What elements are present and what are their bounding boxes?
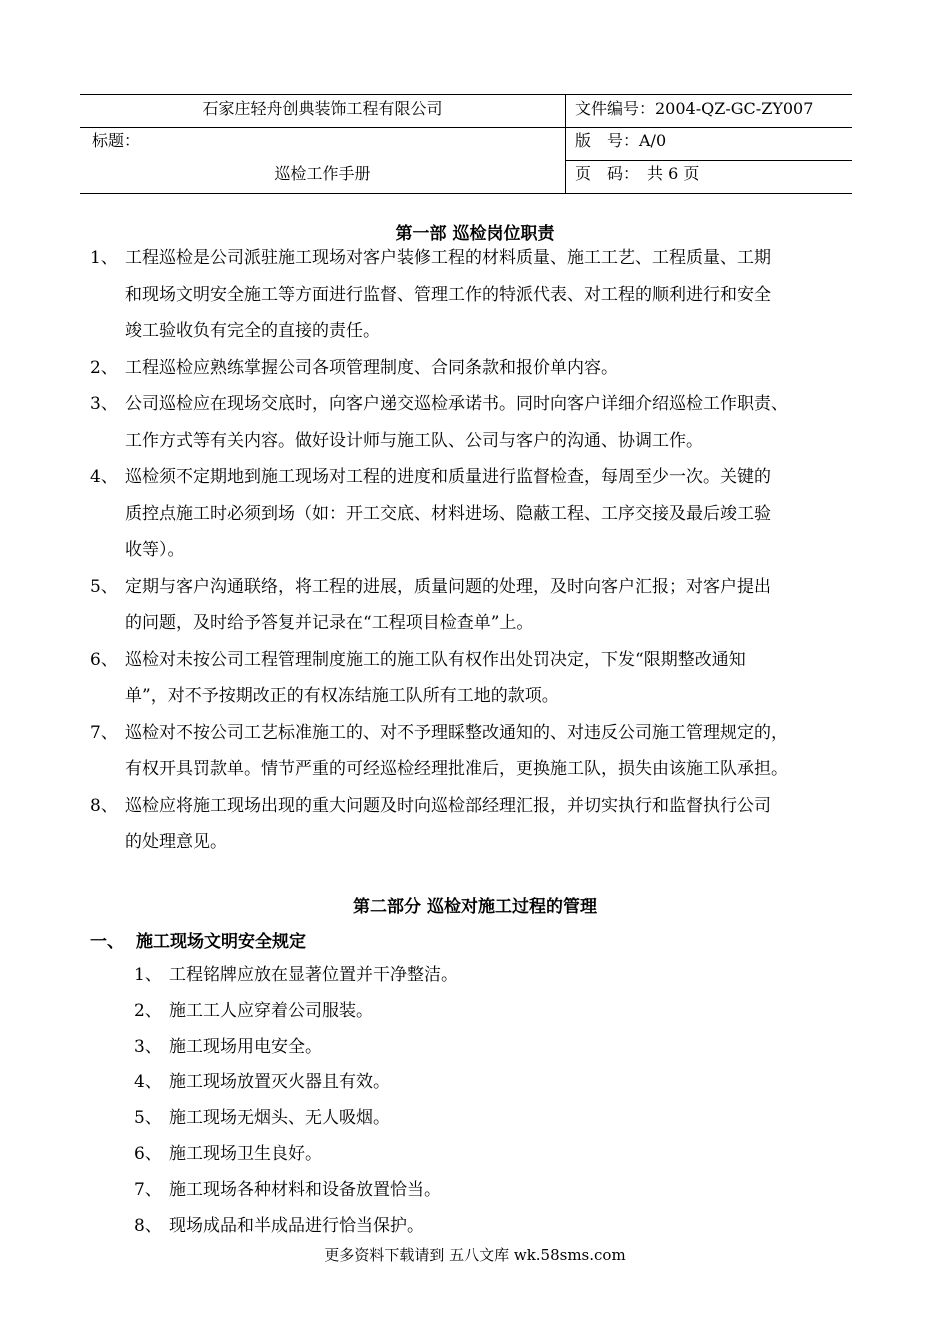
duty-item — [90, 350, 880, 387]
duty-item — [90, 788, 880, 861]
rule-item-text: 施工现场用电安全。 — [169, 1036, 322, 1057]
rule-item-text: 施工现场无烟头、无人吸烟。 — [169, 1108, 390, 1129]
rule-item — [134, 1101, 834, 1137]
duty-item-text: 巡检应将施工现场出现的重大问题及时向巡检部经理汇报，并切实执行和监督执行公司 的处理意见。 — [125, 795, 771, 852]
duty-item-number: 7、 — [90, 722, 118, 743]
duty-item-number: 2、 — [90, 357, 118, 378]
part2-title: 第二部分 巡检对施工过程的管理 — [353, 897, 597, 917]
duty-item-text: 工程巡检应熟练掌握公司各项管理制度、合同条款和报价单内容。 — [125, 357, 618, 378]
rule-item-number: 7、 — [134, 1179, 162, 1200]
duty-item — [90, 240, 880, 350]
header-right-row-rule — [565, 160, 852, 161]
doc-number: 文件编号：2004-QZ-GC-ZY007 — [575, 99, 814, 118]
rule-item — [134, 1173, 834, 1209]
rule-item — [134, 1209, 834, 1245]
rule-item-number: 4、 — [134, 1072, 162, 1093]
rule-item-number: 5、 — [134, 1108, 162, 1129]
header-table — [80, 94, 852, 194]
duty-item-text: 巡检须不定期地到施工现场对工程的进度和质量进行监督检查，每周至少一次。关键的 质控点施工时必须到场（如：开工交底、材料进场、隐蔽工程、工序交接及最后竣工验 收等）。 — [125, 467, 771, 560]
duty-item — [90, 642, 880, 715]
header-top-rule — [80, 94, 852, 95]
rule-item-text: 施工现场卫生良好。 — [169, 1143, 322, 1164]
page-count: 页 码： 共 6 页 — [575, 164, 700, 183]
rule-item-text: 施工现场放置灭火器且有效。 — [169, 1072, 390, 1093]
rule-item — [134, 1137, 834, 1173]
duty-item-number: 3、 — [90, 394, 118, 414]
rule-item-text: 施工工人应穿着公司服装。 — [169, 1000, 373, 1021]
duty-item-number: 4、 — [90, 467, 118, 487]
manual-name: 巡检工作手册 — [274, 164, 371, 183]
header-bottom-rule — [80, 193, 852, 194]
part1-list — [90, 240, 880, 861]
duty-item-text: 工程巡检是公司派驻施工现场对客户装修工程的材料质量、施工工艺、工程质量、工期 和现场文明安全施工等方面进行监督、管理工作的特派代表、对工程的顺利进行和安全 竣工验收负有完全的直接的责任。 — [125, 248, 771, 341]
duty-item-text: 公司巡检应在现场交底时，向客户递交巡检承诺书。同时向客户详细介绍巡检工作职责、 工作方式等有关内容。做好设计师与施工队、公司与客户的沟通、协调工作。 — [125, 394, 788, 451]
part1-title: 第一部 巡检岗位职责 — [395, 224, 555, 244]
rule-item — [134, 1030, 834, 1066]
rule-item-number: 8、 — [134, 1215, 162, 1236]
rule-item — [134, 958, 834, 994]
rule-item-text: 施工现场各种材料和设备放置恰当。 — [169, 1179, 441, 1200]
header-column-divider — [565, 94, 566, 194]
duty-item — [90, 459, 880, 569]
header-row-rule — [80, 127, 852, 128]
rule-item-number: 3、 — [134, 1036, 162, 1057]
section-number: 一、 — [90, 932, 124, 952]
rule-item-text: 工程铭牌应放在显著位置并干净整洁。 — [169, 965, 458, 985]
duty-item-text: 定期与客户沟通联络，将工程的进展，质量问题的处理，及时向客户汇报；对客户提出 的问题，及时给予答复并记录在“工程项目检查单”上。 — [125, 576, 771, 633]
section-title: 施工现场文明安全规定 — [136, 932, 306, 952]
rule-item-text: 现场成品和半成品进行恰当保护。 — [169, 1215, 424, 1236]
part2-list — [134, 958, 834, 1244]
duty-item-text: 巡检对未按公司工程管理制度施工的施工队有权作出处罚决定，下发“限期整改通知 单”，对不予按期改正的有权冻结施工队所有工地的款项。 — [125, 649, 746, 706]
title-label: 标题： — [92, 131, 141, 150]
duty-item-number: 5、 — [90, 576, 118, 597]
rule-item — [134, 1065, 834, 1101]
duty-item-number: 6、 — [90, 649, 118, 670]
rule-item-number: 6、 — [134, 1143, 162, 1164]
company-name: 石家庄轻舟创典装饰工程有限公司 — [202, 99, 443, 118]
rule-item-number: 1、 — [134, 965, 162, 985]
duty-item — [90, 386, 880, 459]
duty-item — [90, 569, 880, 642]
duty-item-number: 8、 — [90, 795, 118, 816]
rule-item — [134, 994, 834, 1030]
section-heading — [90, 930, 306, 954]
footer-text: 更多资料下载请到 五八文库 wk.58sms.com — [324, 1246, 626, 1264]
duty-item-number: 1、 — [90, 248, 118, 268]
duty-item — [90, 715, 880, 788]
duty-item-text: 巡检对不按公司工艺标准施工的、对不予理睬整改通知的、对违反公司施工管理规定的， 有权开具罚款单。情节严重的可经巡检经理批准后，更换施工队，损失由该施工队承担。 — [125, 722, 788, 779]
rule-item-number: 2、 — [134, 1000, 162, 1021]
version: 版 号：A/0 — [575, 131, 667, 150]
